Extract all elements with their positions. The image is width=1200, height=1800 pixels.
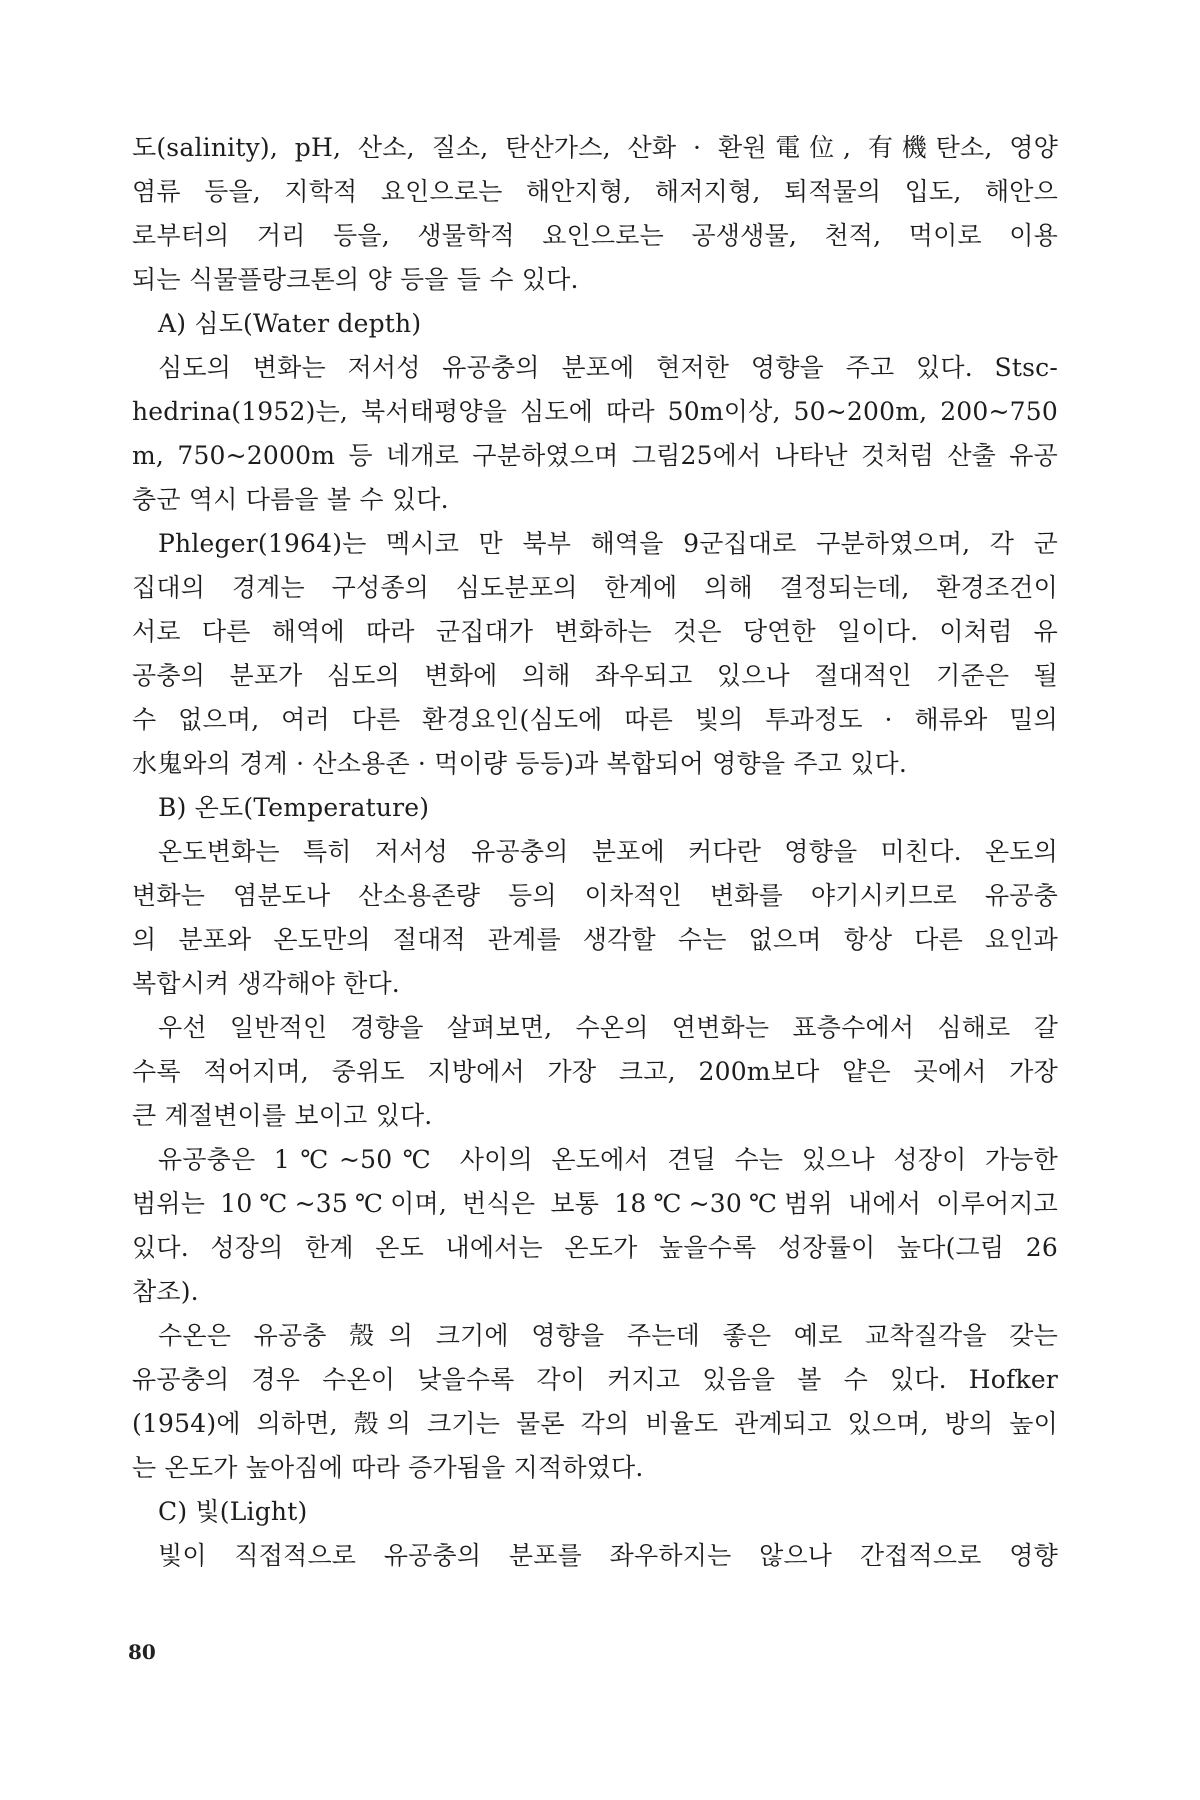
text-line: 도(salinity), pH, 산소, 질소, 탄산가스, 산화 · 환원電位, 有機탄소, 영양: [132, 133, 1058, 162]
text-line: 수 없으며, 여러 다른 환경요인(심도에 따른 빛의 투과정도 · 해류와 밀의: [132, 705, 1058, 734]
text-line: 공충의 분포가 심도의 변화에 의해 좌우되고 있으나 절대적인 기준은 될: [132, 661, 1058, 690]
text-line: 는 온도가 높아짐에 따라 증가됨을 지적하였다.: [132, 1453, 644, 1482]
text-line: 집대의 경계는 구성종의 심도분포의 한계에 의해 결정되는데, 환경조건이: [132, 573, 1058, 602]
text-line: hedrina(1952)는, 북서태평양을 심도에 따라 50m이상, 50~200m, 200~750: [132, 397, 1058, 426]
text-line: 의 분포와 온도만의 절대적 관계를 생각할 수는 없으며 항상 다른 요인과: [132, 925, 1058, 954]
text-line: 로부터의 거리 등을, 생물학적 요인으로는 공생생물, 천적, 먹이로 이용: [132, 221, 1058, 250]
text-line: 유공충은 1℃~50℃ 사이의 온도에서 견딜 수는 있으나 성장이 가능한: [158, 1145, 1058, 1174]
section-heading: C) 빛(Light): [158, 1497, 308, 1526]
body-text: [132, 126, 1058, 1578]
section-heading: B) 온도(Temperature): [158, 793, 430, 822]
text-line: 水鬼와의 경계 · 산소용존 · 먹이량 등등)과 복합되어 영향을 주고 있다.: [132, 749, 908, 778]
text-line: (1954)에 의하면, 殼의 크기는 물론 각의 비율도 관계되고 있으며, 방의 높이: [132, 1409, 1058, 1438]
text-line: 큰 계절변이를 보이고 있다.: [132, 1101, 433, 1130]
text-line: m, 750~2000m 등 네개로 구분하였으며 그림25에서 나타난 것처럼 산출 유공: [132, 441, 1058, 470]
text-line: 되는 식물플랑크톤의 양 등을 들 수 있다.: [132, 265, 579, 294]
text-line: 있다. 성장의 한계 온도 내에서는 온도가 높을수록 성장률이 높다(그림 26: [132, 1233, 1058, 1262]
text-line: 변화는 염분도나 산소용존량 등의 이차적인 변화를 야기시키므로 유공충: [132, 881, 1058, 910]
text-line: 수록 적어지며, 중위도 지방에서 가장 크고, 200m보다 얕은 곳에서 가장: [132, 1057, 1058, 1086]
text-line: 범위는 10℃~35℃이며, 번식은 보통 18℃~30℃범위 내에서 이루어지고: [132, 1189, 1058, 1218]
section-heading: A) 심도(Water depth): [158, 309, 422, 338]
text-line: 충군 역시 다름을 볼 수 있다.: [132, 485, 449, 514]
text-line: 서로 다른 해역에 따라 군집대가 변화하는 것은 당연한 일이다. 이처럼 유: [132, 617, 1058, 646]
text-line: 빛이 직접적으로 유공충의 분포를 좌우하지는 않으나 간접적으로 영향: [158, 1541, 1058, 1570]
text-line: 우선 일반적인 경향을 살펴보면, 수온의 연변화는 표층수에서 심해로 갈: [158, 1013, 1058, 1042]
text-line: 염류 등을, 지학적 요인으로는 해안지형, 해저지형, 퇴적물의 입도, 해안으: [132, 177, 1058, 206]
page-number: 80: [128, 1640, 156, 1664]
text-line: 수온은 유공충 殼의 크기에 영향을 주는데 좋은 예로 교착질각을 갖는: [158, 1321, 1058, 1350]
text-line: 심도의 변화는 저서성 유공충의 분포에 현저한 영향을 주고 있다. Stsc-: [158, 353, 1058, 382]
text-line: 온도변화는 특히 저서성 유공충의 분포에 커다란 영향을 미친다. 온도의: [158, 837, 1058, 866]
text-line: 유공충의 경우 수온이 낮을수록 각이 커지고 있음을 볼 수 있다. Hofker: [132, 1365, 1058, 1394]
text-line: Phleger(1964)는 멕시코 만 북부 해역을 9군집대로 구분하였으며, 각 군: [158, 529, 1058, 558]
text-line: 참조).: [132, 1277, 199, 1306]
text-line: 복합시켜 생각해야 한다.: [132, 969, 400, 998]
